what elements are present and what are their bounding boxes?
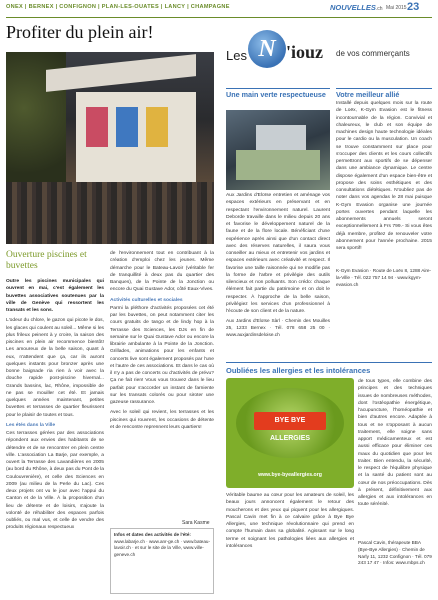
- info-links: www.labarje.ch · www.anr-ge.ch · www.bateau-lavoir.ch · et sur le site de la Ville, www.ville-geneve.ch: [114, 538, 210, 557]
- page-number: 23: [407, 1, 420, 13]
- article-paragraph: de tous types, elle combine des principes et des techniques issues de nombreuses méthodes, dont l'ostéopathie énergétique, l'acupuncture, l'homéopathie et bien d'autres encore. Adaptée à tous et ne s'opposant à aucun traitement, elle soigne sans apport médicamenteux et est aussi efficace pour éliminer ces maux du quotidien que pour les traiter. Bien entendu, la sécurité, le respect de l'équilibre physique et la santé du patient sont au cœur de nos préoccupations. Dès à présent, définitivement aux allergies et aux intolérances en toute sérénité.: [358, 379, 432, 508]
- allergies-text-left: [226, 492, 354, 592]
- bye-bye-allergies-logo: BYE BYE ALLERGIES: [254, 412, 326, 430]
- buvette-photo: [6, 52, 214, 244]
- info-title: Infos et dates des activités de l'été:: [114, 532, 191, 537]
- header-rule: [6, 17, 432, 18]
- article-paragraph: Ces terrasses gérées par des associations répondent aux envies des habitants de se détendre et de se rencontrer en plein centre ville. L'association La Barje, par exemple, a ouvert la Terrasse des Lavandières en 2005 (au bord du Rhône, à deux pas du Pont de la Coulouvrenière), et celle des Sciences en 2009 (au milieu de la Perle du Lac). Ces deux projets ont vu le jour avec l'appui du Canton et de la Ville. À la proposition d'un lieu de détente et de loisirs, s'ajoute la volonté de réhabiliter des espaces parfois oubliés, ou mal vus, et celle de vendre des produits régionaux respectueux: [6, 431, 104, 531]
- allie-text: [336, 100, 432, 270]
- niouz-n: N: [258, 35, 276, 62]
- article-subtitle: Ouverture piscines et buvettes: [6, 250, 87, 271]
- allie-contact: K-Gym Evasion · Route de Loëx 8, 1288 Aire-la-Ville · Tél. 022 757 14 94 · www.kgym-evasion.ch: [336, 268, 432, 287]
- section-rule: [336, 88, 432, 89]
- article-lead: Outre les piscines municipales qui ouvrent en mai, c'est également les buvettes associatives soutenues par la ville de Genève qui ressortent les transats et les sons.: [6, 279, 104, 313]
- article-title-wrap: [6, 22, 214, 43]
- photo-window: [116, 107, 138, 147]
- section-rule: [226, 88, 330, 89]
- page-header: [0, 0, 438, 18]
- article-paragraph: Parmi la pléthore d'activités proposées cet été par les buvettes, on peut notamment citer les cours gratuits de tango et de lindy hop à la Terrasse des Sciences, les DJs en fin de semaine sur le Quai Gustave Ador ou encore la librairie ambulante à la Pointe de la Jonction. Grillades, animations pour les enfants et concerts live sont également proposés par l'une et l'autre de ces associations. Et dans le cas où il n'y a pas de concerts ou d'activités de prévu? Ça ne fait rien! Vous vous trouvez dans le lieu parfait pour s'accorder un instant de farniente sur les transats colorés ou pour siroter une gazeuse rassurance.: [110, 305, 214, 405]
- brand-name: NOUVELLES: [330, 3, 376, 12]
- brand-logo: [330, 3, 383, 12]
- niouz-iouz: 'iouz: [286, 42, 324, 62]
- allergies-url: www.bye-byeallergies.org: [258, 472, 322, 478]
- jardins-contact: Aux Jardins d'Eloïse Sàrl · Chemin des Mouilles 25, 1233 Bernex · Tél. 078 658 25 00 · www.auxjardinsdeloise.ch: [226, 318, 330, 337]
- article-column-2: [110, 250, 214, 535]
- niouz-les: Les: [226, 48, 247, 63]
- issue-date: Mai 2015: [386, 5, 407, 11]
- section-heading: Activités culturelles et sociales: [110, 297, 183, 303]
- niouz-banner: [224, 30, 434, 86]
- article-title: Profiter du plein air!: [6, 22, 154, 42]
- allie-heading: Votre meilleur allié: [336, 90, 400, 99]
- article-paragraph: de l'environnement tout en contribuant à la création d'emploi chez les jeunes. Même démarche pour le Bateau-Lavoir (véritable fer de tranquillité à deux pas du quartier des Banques), de la Pointe de la Jonction ou encore du Quai Gustave Ador, côté Eaux-Vives.: [110, 251, 214, 293]
- brand-suffix: .ch: [375, 6, 383, 12]
- allergies-contact: Pascal Cavin, thérapeute BBA (Bye-Bye Allergies) · Chemin de Narly 11, 1232 Confignon · Tél. 079 243 17 47 · Infos: www.mbps.ch: [358, 540, 432, 566]
- photo-window: [146, 107, 168, 147]
- niouz-bubble-icon: [248, 30, 286, 68]
- article-paragraph: L'odeur du chlore, le gazon qui picote le dos, les glaces qui coulent au soleil... Même si les plus frileux peinent à y croire, la saison des piscines en plein air recommence bientôt! Les amoureux de la belle saison, quant à eux, n'attendent que ça, car ils auront quelques instants pour bronzer après une bonne baignade ria rien à voir avec la douche rapide post-piscine hivernal... Grands bassins, lac, Rhône, impossible de ne pas se mouiller cet été. Et jamais quelques années maintenant, petites buvettes et terrasses de quartier fleurissent pour le plaisir de toutes et tous.: [6, 318, 104, 418]
- photo-window: [86, 107, 108, 147]
- article-paragraph: Aux Jardins d'Eloïse entretien et aménage vos espaces extérieurs en préservant et en respectant l'environnement naturel. Laurent Deborde travaille dans le milieu depuis 20 ans et favorise le développement naturel de la faune et de la flore locale. Bénéficiant d'une expérience après ainsi que d'un contact direct avec des réserves naturelles, il saura vous conseiller au mieux et entretenir vos jardins et espaces extérieurs avec créativité et respect. Il favorise une taille raisonnée qui ne modifie pas la forme de l'arbre et privilégie des outils silencieux et non polluants. Son crédo: chaque élément fait partie du patrimoine et on doit le respecter. À l'approche de la belle saison, privilégiez les services d'un professionnel à l'écoute de son client et de la nature.: [226, 193, 330, 314]
- jardins-text: [226, 192, 330, 370]
- section-rule: [226, 362, 432, 363]
- section-heading: Les étés dans la Ville: [6, 422, 56, 428]
- commune-nav: ONEX | BERNEX | CONFIGNON | PLAN-LES-OUATES | LANCY | CHAMPAGNE: [6, 4, 230, 10]
- info-box: [110, 528, 214, 594]
- author-signature: Sara Kasme: [182, 520, 210, 526]
- photo-lawn: [236, 150, 320, 180]
- allergies-photo: [226, 378, 354, 488]
- niouz-subtitle: de vos commerçants: [336, 49, 410, 58]
- allergies-text-right: [358, 378, 432, 508]
- photo-roof: [46, 54, 196, 92]
- allergies-heading: Oubliées les allergies et les intolérances: [226, 366, 371, 375]
- article-paragraph: Avec le soleil qui revient, les terrasses et les piscines qui rouvrent, les occasions de détente et de rencontre reprennent leurs quartiers!: [110, 410, 214, 430]
- jardins-heading: Une main verte respectueuse: [226, 90, 326, 99]
- article-column-1: [6, 278, 104, 594]
- article-paragraph: Véritable baume au cœur pour les amateurs de soleil, les beaux jours annoncent également le retour des moucherons et des yeux qui piquent pour les allergiques. Pascal Cavin met fin à ce calvaire grâce à Bye Bye Allergies, une technique révolutionnaire qui prend en compte l'humain dans sa globalité. Agissant sur le long terme et soignant les pathologies liées aux allergies et intolérances: [226, 493, 354, 549]
- photo-crowd: [6, 182, 214, 244]
- garden-photo: [226, 110, 330, 190]
- article-paragraph: Installé depuis quelques mois sur la route de Loëx, K-Gym Evasion est le fitness incontournable de la région. Convivial et chaleureux, le club et son équipe de machines design haute technologie idéales pour le cardio ou la musculation. Un coach se trouve constamment sur place pour s'occuper des clients et les cours collectifs permettront aux sportifs de se dépenser dans une ambiance dynamique. Le centre dispose également d'un espace bien-être et propose des soins esthétiques et des consultations diététiques. N'oubliez pas de noter dans vos agendas le 28 mai puisque K-Gym Evasion organise une journée portes ouvertes pendant laquelle les abonnements annuels seront exceptionnellement à Frs 799.- Si vous êtes déjà membre, profitez de renouveler votre abonnement pour l'année prochaine. 2015 sera sportif!: [336, 101, 432, 251]
